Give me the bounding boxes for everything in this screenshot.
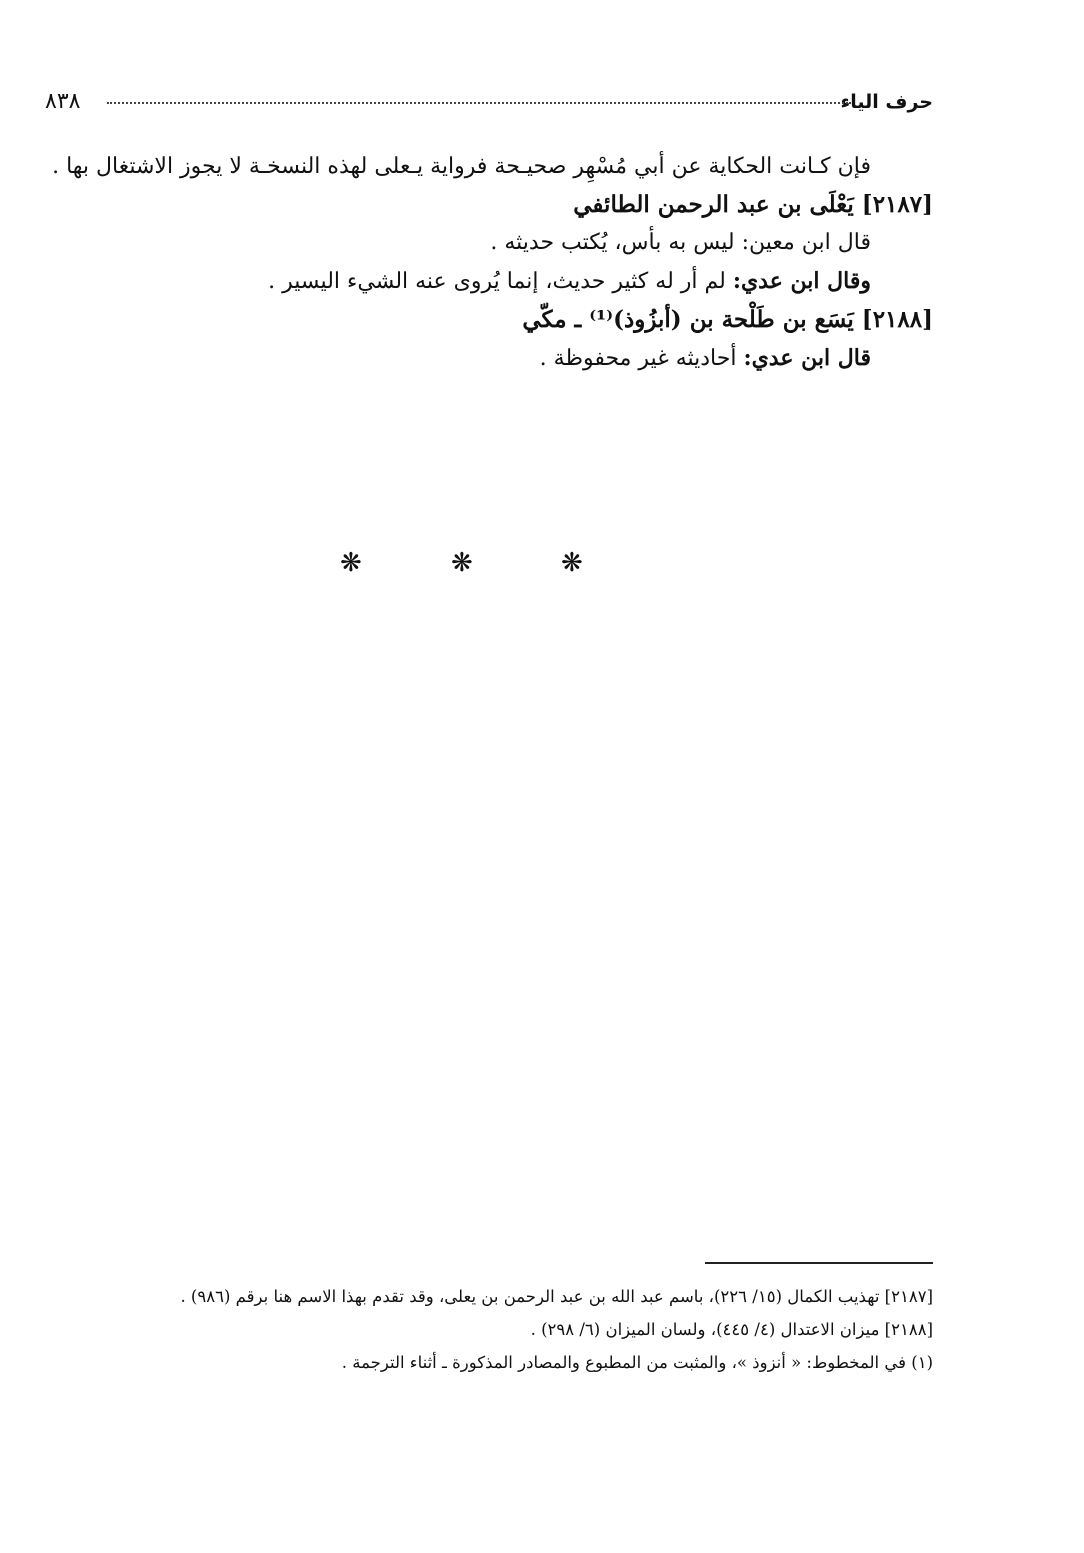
footnote-2188: [٢١٨٨] ميزان الاعتدال (٤/ ٤٤٥)، ولسان الميزان (٦/ ٢٩٨) . <box>530 1320 933 1339</box>
quote-ibn-adi-2 <box>45 339 871 378</box>
footnote-rule <box>705 1262 933 1264</box>
section-title: حرف الياء <box>840 91 933 113</box>
footnote-1: (١) في المخطوط: « أنزوذ »، والمثبت من المطبوع والمصادر المذكورة ـ أثناء الترجمة . <box>341 1353 933 1372</box>
footnote-2187: [٢١٨٧] تهذيب الكمال (١٥/ ٢٢٦)، باسم عبد الله بن عبد الرحمن بن يعلى، وقد تقدم بهذا الاسم هنا برقم (٩٨٦) . <box>180 1287 933 1306</box>
quote-ibn-adi-1 <box>45 262 871 301</box>
asterism-star-icon: ❋ <box>340 548 362 578</box>
quote-speaker: قال ابن عدي: <box>743 345 871 371</box>
paragraph: فإن كـانت الحكاية عن أبي مُسْهِر صحيـحة فرواية يـعلى لهذه النسخـة لا يجوز الاشتغال بها . <box>52 154 871 179</box>
quote-speaker: وقال ابن عدي: <box>732 268 871 294</box>
quote-text: أحاديثه غير محفوظة . <box>539 346 744 371</box>
entry-heading-2187: [٢١٨٧] يَعْلَى بن عبد الرحمن الطائفي <box>573 191 933 218</box>
quote-ibn-main: قال ابن معين: ليس به بأس، يُكتب حديثه . <box>490 230 871 255</box>
asterism-star-icon: ❋ <box>561 548 583 578</box>
header-dotted-rule <box>107 102 851 104</box>
section-separator <box>0 548 1084 582</box>
quote-text: لم أر له كثير حديث، إنما يُروى عنه الشيء اليسير . <box>268 269 733 294</box>
asterism-star-icon: ❋ <box>451 548 473 578</box>
page-number: ٨٣٨ <box>45 89 81 114</box>
entry-heading-2188: [٢١٨٨] يَسَع بن طَلْحة بن (أبزُوذ)⁽¹⁾ ـ مكّي <box>522 306 933 333</box>
footnotes <box>45 1282 933 1381</box>
main-text <box>45 148 933 378</box>
page-header <box>45 88 933 118</box>
